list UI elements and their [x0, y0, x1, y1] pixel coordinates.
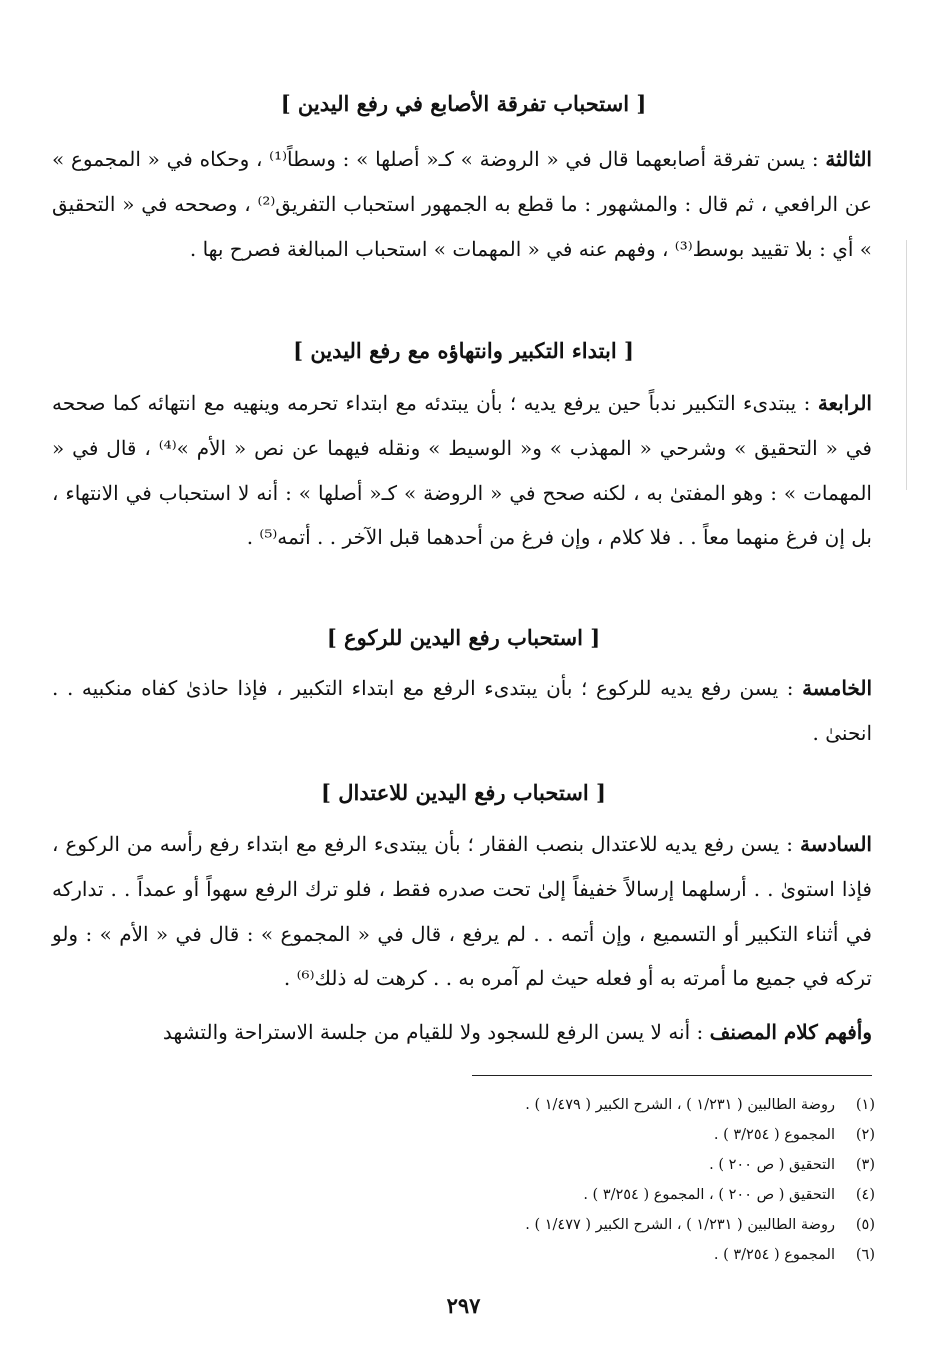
page-number: ٢٩٧ — [446, 1293, 481, 1318]
paragraph-lead: وأفهم كلام المصنف — [709, 1020, 872, 1044]
paragraph-body: : يسن رفع يديه للركوع ؛ بأن يبتدىء الرفع مع ابتداء التكبير ، فإذا حاذىٰ كفاه منكبيه . . انحنىٰ . — [52, 676, 872, 745]
footnote-text: المجموع ( ٣/٢٥٤ ) . — [713, 1127, 835, 1143]
footnote — [435, 1090, 875, 1120]
paragraph-body: : يبتدىء التكبير ندباً حين يرفع يديه ؛ بأن يبتدئه مع ابتداء تحرمه وينهيه مع انتهائه كما صححه في « التحقيق » وشرحي « المهذب » و« الوسيط » ونقله فيهما عن نص « الأم »⁽⁴⁾ ، قال في « المهمات » : وهو المفتىٰ به ، لكنه صحح في « الروضة » كـ« أصلها » : أنه لا استحباب في الانتهاء ، بل إن فرغ منهما معاً . . فلا كلام ، وإن فرغ من أحدهما قبل الآخر . . أتمه⁽⁵⁾ . — [52, 391, 872, 550]
paragraph-lead: السادسة — [800, 832, 872, 856]
paragraph-lead: الرابعة — [817, 391, 872, 415]
footnote-text: التحقيق ( ص ٢٠٠ ) ، المجموع ( ٣/٢٥٤ ) . — [583, 1187, 835, 1203]
footnote — [435, 1240, 875, 1270]
paragraph-fourth — [52, 381, 872, 560]
section-heading-finger-spacing: [ استحباب تفرقة الأصابع في رفع اليدين ] — [280, 91, 647, 116]
paragraph-lead: الخامسة — [802, 676, 872, 700]
footnote-number: (٥) — [855, 1217, 875, 1233]
footnote — [435, 1180, 875, 1210]
paragraph-third — [52, 137, 872, 271]
paragraph-body: : يسن تفرقة أصابعهما قال في « الروضة » كـ« أصلها » : وسطاً⁽¹⁾ ، وحكاه في « المجموع » عن الرافعي ، ثم قال : والمشهور : ما قطع به الجمهور استحباب التفريق⁽²⁾ ، وصححه في « التحقيق » أي : بلا تقييد بوسط⁽³⁾ ، وفهم عنه في « المهمات » استحباب المبالغة فصرح بها . — [52, 147, 873, 261]
footnote — [435, 1150, 875, 1180]
section-heading-ruku: [ استحباب رفع اليدين للركوع ] — [326, 625, 601, 650]
section-heading-itidal: [ استحباب رفع اليدين للاعتدال ] — [321, 780, 606, 805]
footnotes — [435, 1090, 875, 1270]
paragraph-fifth — [52, 666, 872, 756]
footnote-text: روضة الطالبين ( ١/٢٣١ ) ، الشرح الكبير ( ١/٤٧٩ ) . — [525, 1097, 835, 1113]
footnote-number: (٢) — [855, 1127, 875, 1143]
scan-margin-line — [906, 240, 907, 490]
footnote-text: روضة الطالبين ( ١/٢٣١ ) ، الشرح الكبير ( ١/٤٧٧ ) . — [525, 1217, 835, 1233]
paragraph-closing — [52, 1010, 872, 1055]
footnote-number: (٦) — [855, 1247, 875, 1263]
paragraph-body: : يسن رفع يديه للاعتدال بنصب الفقار ؛ بأن يبتدىء الرفع مع ابتداء رفع رأسه من الركوع ، فإذا استوىٰ . . أرسلهما إرسالاً خفيفاً إلىٰ تحت صدره فقط ، فلو ترك الرفع سهواً أو عمداً . . تداركه في أثناء التكبير أو التسميع ، وإن أتمه . . لم يرفع ، قال في « المجموع » : قال في « الأم » : ولو تركه في جميع ما أمرته به أو فعله حيث لم آمره به . . كرهت له ذلك⁽⁶⁾ . — [52, 832, 872, 991]
footnote-number: (١) — [855, 1097, 875, 1113]
footnote-number: (٤) — [855, 1187, 875, 1203]
footnote-text: المجموع ( ٣/٢٥٤ ) . — [713, 1247, 835, 1263]
paragraph-body: : أنه لا يسن الرفع للسجود ولا للقيام من جلسة الاستراحة والتشهد — [162, 1020, 710, 1044]
section-heading-takbir-start: [ ابتداء التكبير وانتهاؤه مع رفع اليدين ] — [293, 338, 634, 363]
footnote — [435, 1120, 875, 1150]
footnote-number: (٣) — [855, 1157, 875, 1173]
footnote-text: التحقيق ( ص ٢٠٠ ) . — [709, 1157, 835, 1173]
paragraph-lead: الثالثة — [825, 147, 872, 171]
paragraph-sixth — [52, 822, 872, 1001]
footnote — [435, 1210, 875, 1240]
footnote-separator — [472, 1075, 872, 1076]
